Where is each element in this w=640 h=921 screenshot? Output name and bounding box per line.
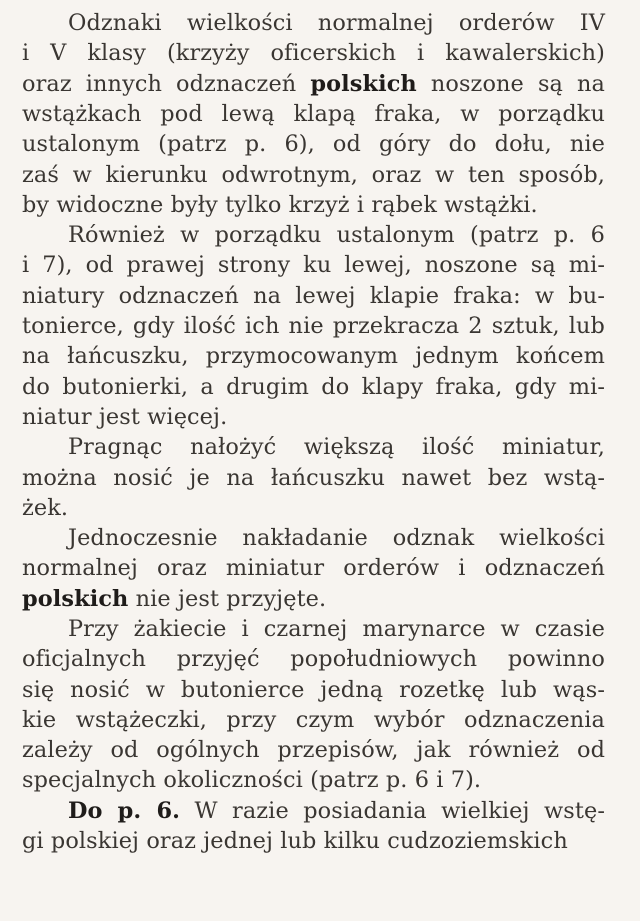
text-run: oficjalnych przyjęć popołudniowych powinno [22,646,605,672]
text-line [22,735,605,765]
text-line [22,644,605,674]
text-run: normalnej oraz miniatur orderów i odznaczeń [22,555,605,581]
paragraph-first-line [68,8,605,38]
text-run: się nosić w butonierce jedną rozetkę lub wąs- [22,677,605,703]
text-line [22,705,605,735]
text-run: specjalnych okoliczności (patrz p. 6 i 7). [22,767,482,793]
text-run: zależy od ogólnych przepisów, jak również od [22,737,605,763]
text-line [22,675,605,705]
text-run: i V klasy (krzyży oficerskich i kawalerskich) [22,40,605,66]
text-run: Odznaki wielkości normalnej orderów IV [68,10,605,36]
bold-text-run: Do p. 6. [68,798,181,824]
text-line [22,190,605,220]
text-run: noszone są na [416,71,605,97]
paragraph-first-line [68,523,605,553]
text-run: do butonierki, a drugim do klapy fraka, gdy mi- [22,374,605,400]
text-line [22,69,605,99]
text-run: nie jest przyjęte. [128,586,327,612]
text-line [22,281,605,311]
text-line [22,311,605,341]
text-run: niatury odznaczeń na lewej klapie fraka: w bu- [22,283,605,309]
text-run: zaś w kierunku odwrotnym, oraz w ten sposób, [22,162,605,188]
text-run: i 7), od prawej strony ku lewej, noszone są mi- [22,252,605,278]
text-run: W razie posiadania wielkiej wstę- [180,798,605,824]
text-run: niatur jest więcej. [22,404,228,430]
text-line [22,493,605,523]
text-line [22,250,605,280]
text-run: Przy żakiecie i czarnej marynarce w czasie [68,616,605,642]
text-run: można nosić je na łańcuszku nawet bez wstą- [22,465,605,491]
text-line [22,765,605,795]
text-run: na łańcuszku, przymocowanym jednym końcem [22,343,605,369]
text-run: Również w porządku ustalonym (patrz p. 6 [68,222,605,248]
text-line [22,129,605,159]
paragraph-first-line [68,220,605,250]
text-run: tonierce, gdy ilość ich nie przekracza 2 sztuk, lub [22,313,605,339]
bold-text-run: polskich [310,71,417,97]
bold-text-run: polskich [22,586,129,612]
paragraph-first-line [68,614,605,644]
text-line [22,38,605,68]
text-line [22,553,605,583]
text-line [22,160,605,190]
text-line [22,402,605,432]
text-line [22,463,605,493]
text-line [22,584,605,614]
text-run: Jednoczesnie nakładanie odznak wielkości [68,525,605,551]
text-line [22,372,605,402]
text-run: Pragnąc nałożyć większą ilość miniatur, [68,434,605,460]
text-run: kie wstążeczki, przy czym wybór odznaczenia [22,707,605,733]
text-run: gi polskiej oraz jednej lub kilku cudzoziemskich [22,828,568,854]
text-run: ustalonym (patrz p. 6), od góry do dołu, nie [22,131,605,157]
text-run: by widoczne były tylko krzyż i rąbek wstążki. [22,192,538,218]
paragraph-first-line [68,432,605,462]
text-run: oraz innych odznaczeń [22,71,311,97]
text-line [22,341,605,371]
text-run: żek. [22,495,69,521]
text-line [22,826,605,856]
text-run: wstążkach pod lewą klapą fraka, w porządku [22,101,605,127]
paragraph-first-line [68,796,605,826]
text-line [22,99,605,129]
